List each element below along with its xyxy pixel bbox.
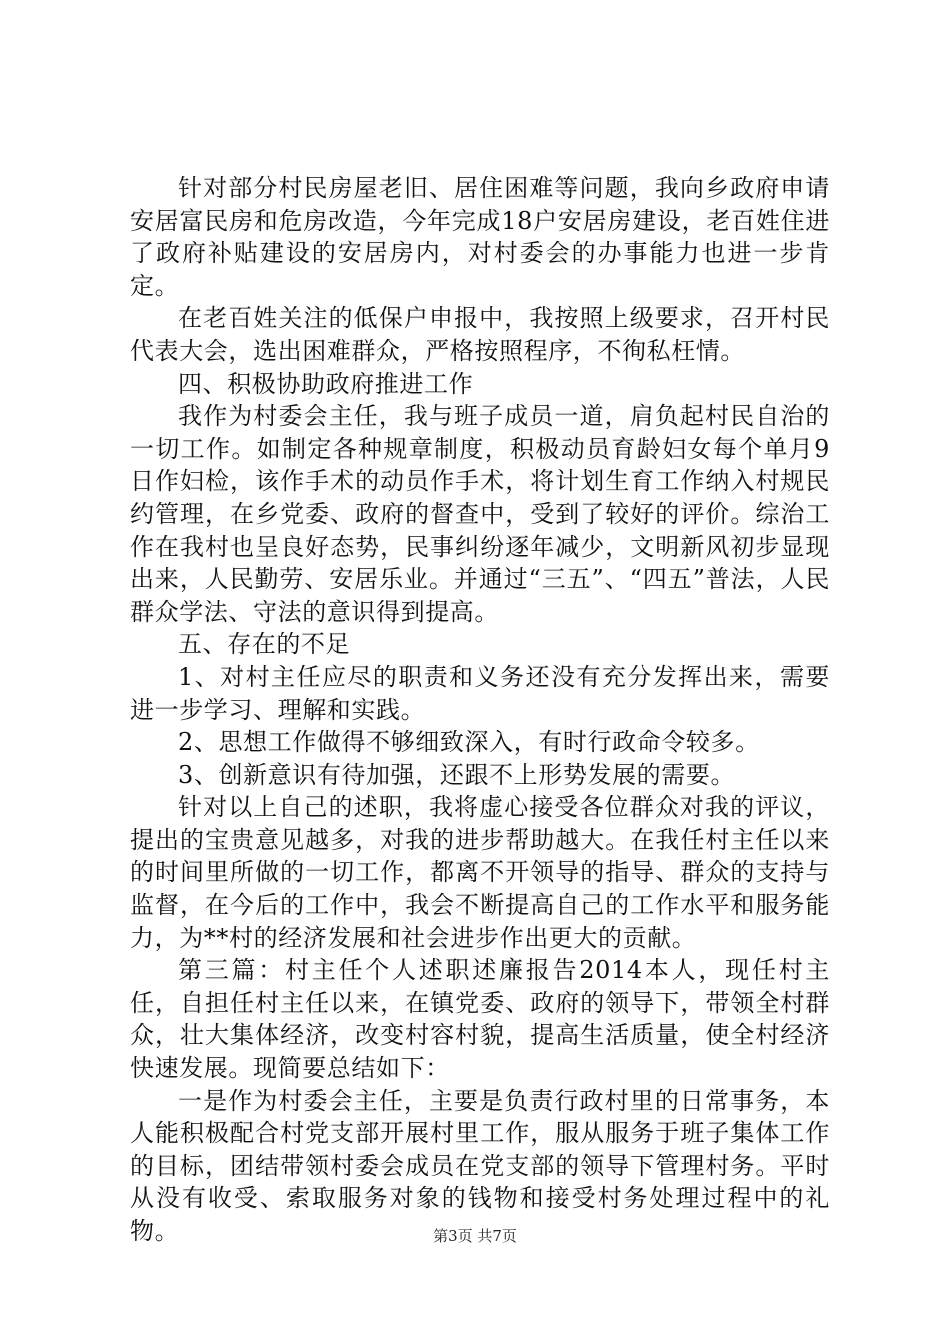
paragraph: 针对以上自己的述职，我将虚心接受各位群众对我的评议，提出的宝贵意见越多，对我的进步帮助越大。在我任村主任以来的时间里所做的一切工作，都离不开领导的指导、群众的支持与监督，在今后的工作中，我会不断提高自己的工作水平和服务能力，为**村的经济发展和社会进步作出更大的贡献。 xyxy=(130,793,830,952)
list-item: 3、创新意识有待加强，还跟不上形势发展的需要。 xyxy=(178,760,736,789)
document-body xyxy=(130,172,830,1248)
paragraph: 我作为村委会主任，我与班子成员一道，肩负起村民自治的一切工作。如制定各种规章制度，积极动员育龄妇女每个单月9日作妇检，该作手术的动员作手术，将计划生育工作纳入村规民约管理，在乡党委、政府的督查中，受到了较好的评价。综治工作在我村也呈良好态势，民事纠纷逐年减少，文明新风初步显现出来，人民勤劳、安居乐业。并通过“三五”、“四五”普法，人民群众学法、守法的意识得到提高。 xyxy=(130,402,830,626)
section-heading: 五、存在的不足 xyxy=(178,630,351,659)
section-heading: 四、积极协助政府推进工作 xyxy=(178,369,474,398)
list-item: 2、思想工作做得不够细致深入，有时行政命令较多。 xyxy=(178,728,760,757)
paragraph: 一是作为村委会主任，主要是负责行政村里的日常事务，本人能积极配合村党支部开展村里工作，服从服务于班子集体工作的目标，团结带领村委会成员在党支部的领导下管理村务。平时从没有收受、索取服务对象的钱物和接受村务处理过程中的礼物。 xyxy=(130,1086,830,1245)
list-item: 1、对村主任应尽的职责和义务还没有充分发挥出来，需要进一步学习、理解和实践。 xyxy=(130,662,830,724)
page-number-footer: 第3页 共7页 xyxy=(433,1227,517,1245)
paragraph: 第三篇：村主任个人述职述廉报告2014本人，现任村主任，自担任村主任以来，在镇党委、政府的领导下，带领全村群众，壮大集体经济，改变村容村貌，提高生活质量，使全村经济快速发展。现简要总结如下： xyxy=(130,956,830,1083)
paragraph: 针对部分村民房屋老旧、居住困难等问题，我向乡政府申请安居富民房和危房改造，今年完成18户安居房建设，老百姓住进了政府补贴建设的安居房内，对村委会的办事能力也进一步肯定。 xyxy=(130,174,830,300)
paragraph: 在老百姓关注的低保户申报中，我按照上级要求，召开村民代表大会，选出困难群众，严格按照程序，不徇私枉情。 xyxy=(130,304,830,365)
